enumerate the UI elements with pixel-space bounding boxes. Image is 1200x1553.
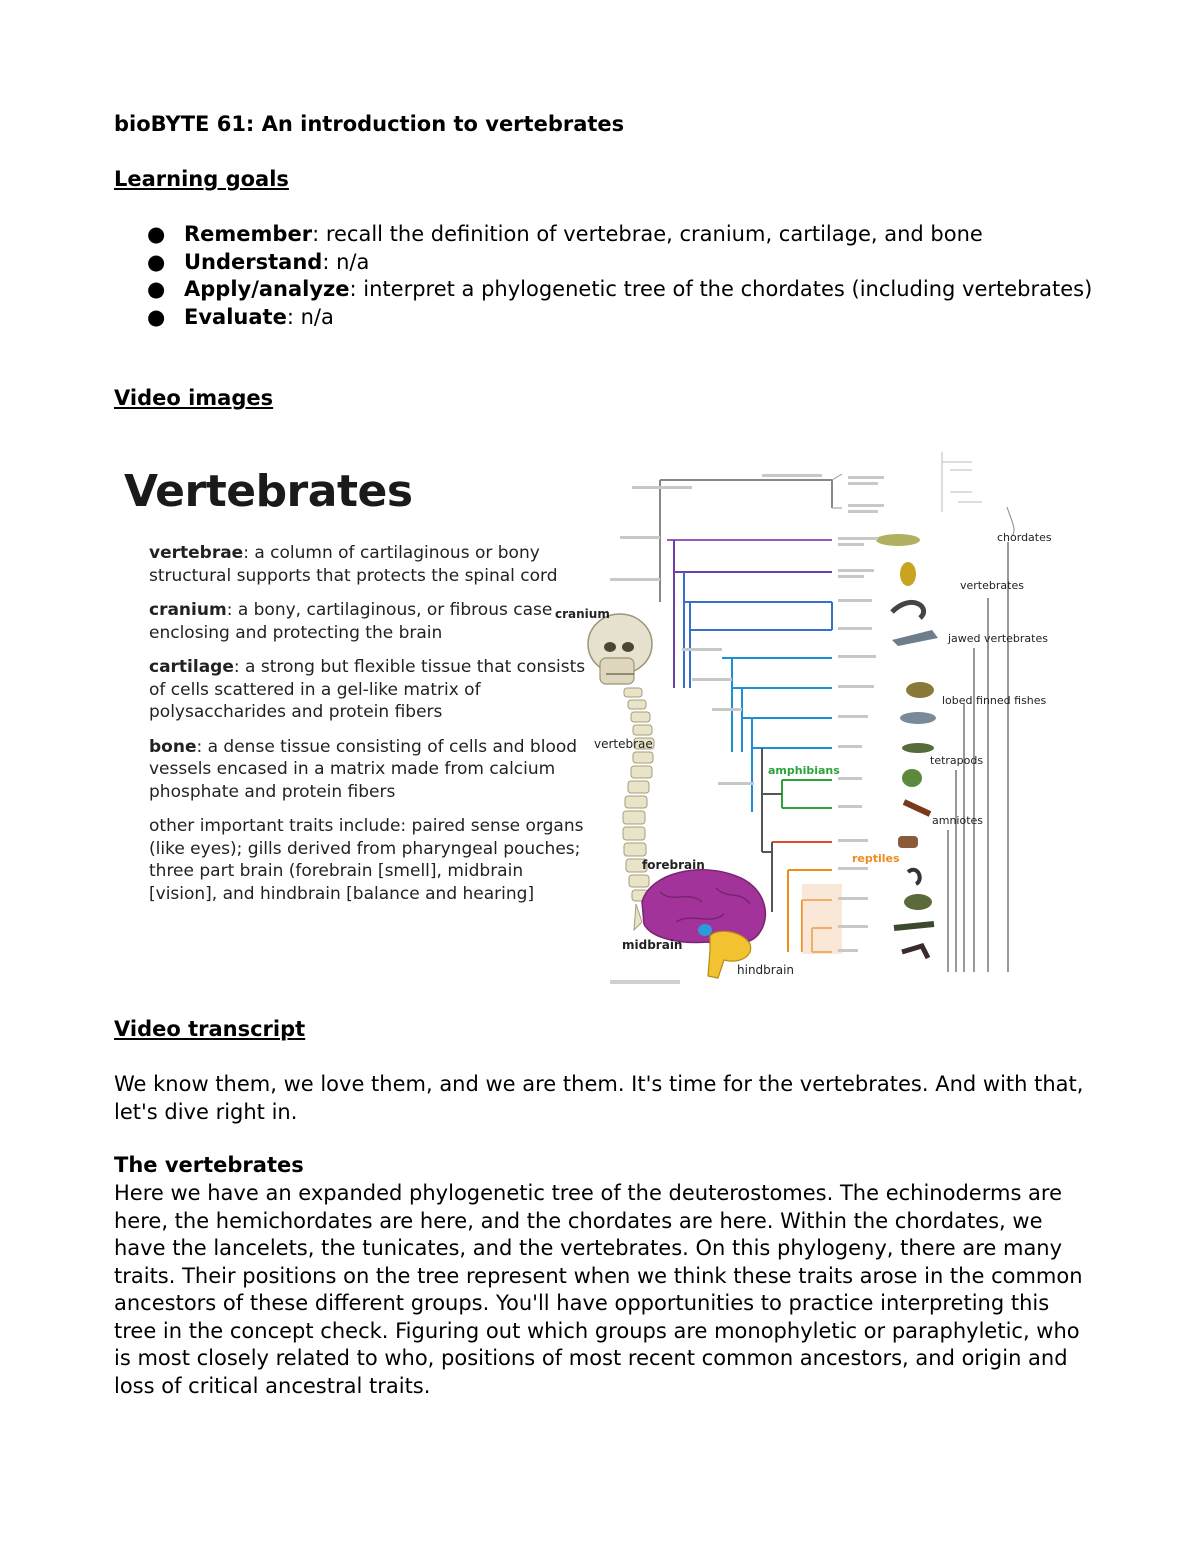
bullet-icon: ● bbox=[147, 277, 166, 301]
amphibians-label: amphibians bbox=[768, 764, 840, 777]
reptiles-label: reptiles bbox=[852, 852, 900, 865]
snake-icon bbox=[908, 870, 920, 884]
learning-goals-list bbox=[114, 221, 1104, 331]
list-item bbox=[114, 304, 1104, 332]
learning-goals-heading: Learning goals bbox=[114, 167, 289, 191]
tetrapods-label: tetrapods bbox=[930, 754, 984, 767]
copyright-line bbox=[610, 980, 680, 984]
fish-icon bbox=[906, 682, 934, 698]
section-heading: The vertebrates bbox=[114, 1153, 304, 1177]
list-item bbox=[114, 221, 1104, 249]
definition-term: cranium bbox=[149, 600, 227, 620]
goal-label: Evaluate bbox=[184, 304, 287, 329]
bullet-icon: ● bbox=[147, 222, 166, 246]
lungfish-icon bbox=[902, 743, 934, 753]
jawed-vertebrates-label: jawed vertebrates bbox=[948, 632, 1048, 645]
amniotes-label: amniotes bbox=[932, 814, 984, 827]
video-images-heading: Video images bbox=[114, 386, 274, 410]
transcript-intro: We know them, we love them, and we are them. It's time for the vertebrates. And with that, let's dive right in. bbox=[114, 1072, 1084, 1124]
goal-text: : n/a bbox=[322, 249, 370, 274]
brain-illustration bbox=[642, 870, 765, 978]
definition-text: : a strong but flexible tissue that consists of cells scattered in a gel-like matrix of polysaccharides and protein fibers bbox=[149, 657, 586, 722]
hagfish-icon bbox=[892, 602, 924, 618]
goal-label: Remember bbox=[184, 222, 313, 246]
definition-text: : a dense tissue consisting of cells and blood vessels encased in a matrix made from calcium phosphate and protein fibers bbox=[149, 736, 578, 802]
list-item bbox=[114, 276, 1104, 304]
definition-bone bbox=[149, 736, 589, 804]
bullet-icon: ● bbox=[147, 249, 166, 274]
goal-text: : recall the definition of vertebrae, cranium, cartilage, and bone bbox=[312, 222, 983, 246]
definition-cranium bbox=[149, 599, 589, 644]
shark-icon bbox=[892, 630, 938, 646]
vertebrates-label: vertebrates bbox=[960, 579, 1024, 592]
taxon-label-lines bbox=[610, 474, 884, 952]
bird-icon bbox=[902, 946, 928, 958]
hindbrain-label: hindbrain bbox=[737, 963, 795, 977]
goal-label: Understand bbox=[184, 249, 323, 274]
midbrain-label: midbrain bbox=[622, 938, 683, 952]
goal-label: Apply/analyze bbox=[184, 277, 350, 301]
definition-text: : a bony, cartilaginous, or fibrous case enclosing and protecting the brain bbox=[149, 600, 553, 643]
definition-vertebrae bbox=[149, 542, 589, 587]
organism-icons bbox=[876, 534, 938, 958]
definitions-list bbox=[149, 542, 589, 917]
chordates-label: chordates bbox=[997, 531, 1052, 544]
lancelet-icon bbox=[876, 534, 920, 546]
cranium-label: cranium bbox=[555, 607, 610, 621]
turtle-icon bbox=[904, 894, 932, 910]
list-item bbox=[114, 249, 1104, 277]
salamander-icon bbox=[904, 802, 930, 814]
slide-title: Vertebrates bbox=[124, 466, 413, 517]
frog-icon bbox=[902, 769, 922, 787]
mammal-icon bbox=[898, 836, 918, 848]
document-title: bioBYTE 61: An introduction to vertebrates bbox=[114, 112, 625, 136]
lobed-finned-fishes-label: lobed finned fishes bbox=[942, 694, 1047, 707]
section-body: Here we have an expanded phylogenetic tree of the deuterostomes. The echinoderms are here, the hemichordates are here, and the chordates are here. Within the chordates, we have the lancelets, the tunicates, and the vertebrates. On this phylogeny, there are many traits. Their positions on the tree represent when we think these traits arose in the common ancestors of these different groups. You'll have opportunities to practice interpreting this tree in the concept check. Figuring out which groups are monophyletic or paraphyletic, who is most closely related to who, positions of most recent common ancestors, and origin and loss of critical ancestral traits. bbox=[114, 1181, 1083, 1398]
definition-text: other important traits include: paired sense organs (like eyes); gills derived from pharyngeal pouches; three part brain (forebrain [smell], midbrain [vision], and hindbrain [balance and hearing] bbox=[149, 816, 584, 904]
definition-term: cartilage bbox=[149, 657, 234, 677]
definition-cartilage bbox=[149, 656, 589, 724]
coelacanth-icon bbox=[900, 712, 936, 724]
tunicate-icon bbox=[900, 562, 916, 586]
definition-term: bone bbox=[149, 736, 197, 757]
inset-tree bbox=[942, 452, 1014, 536]
definition-term: vertebrae bbox=[149, 543, 244, 563]
video-transcript-heading: Video transcript bbox=[114, 1017, 306, 1041]
video-slide-image bbox=[112, 452, 1052, 997]
vertebrae-label: vertebrae bbox=[594, 737, 653, 751]
crocodile-icon bbox=[894, 924, 934, 928]
skull-illustration bbox=[588, 614, 652, 684]
goal-text: : n/a bbox=[286, 304, 334, 329]
definition-text: : a column of cartilaginous or bony structural supports that protects the spinal cord bbox=[149, 543, 558, 586]
bullet-icon: ● bbox=[147, 304, 166, 329]
goal-text: : interpret a phylogenetic tree of the chordates (including vertebrates) bbox=[349, 277, 1093, 301]
forebrain-label: forebrain bbox=[642, 858, 705, 872]
other-traits bbox=[149, 815, 589, 905]
